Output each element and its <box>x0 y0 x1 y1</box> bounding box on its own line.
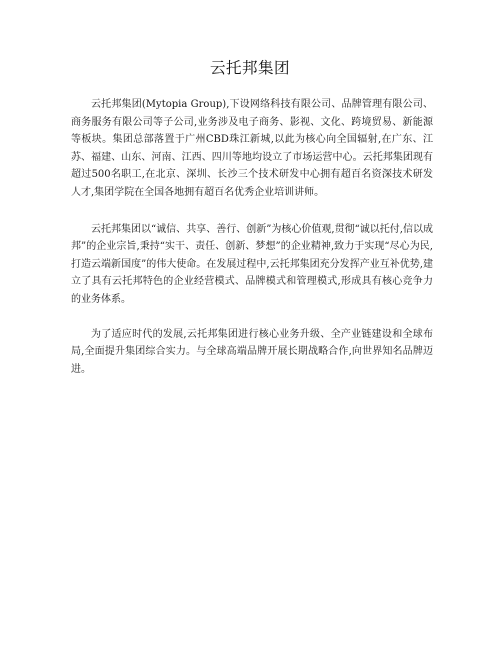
paragraph-strategy: 为了适应时代的发展,云托邦集团进行核心业务升级、全产业链建设和全球布局,全面提升集团综合实力。与全球高端品牌开展长期战略合作,向世界知名品牌迈进。 <box>71 328 433 375</box>
document-title: 云托邦集团 <box>209 59 290 77</box>
paragraph-values: 云托邦集团以“诚信、共享、善行、创新”为核心价值观,贯彻“诚以托付,信以成邦”的企业宗旨,秉持“实干、责任、创新、梦想”的企业精神,致力于实现“尽心为民,打造云端新国度”的伟大使命。在发展过程中,云托邦集团充分发挥产业互补优势,建立了具有云托邦特色的企业经营模式、品牌模式和管理模式,形成具有核心竞争力的业务体系。 <box>71 223 433 305</box>
paragraph-intro: 云托邦集团(Mytopia Group),下设网络科技有限公司、品牌管理有限公司、商务服务有限公司等子公司,业务涉及电子商务、影视、文化、跨境贸易、新能源等板块。集团总部落置于广州CBD珠江新城,以此为核心向全国辐射,在广东、江苏、福建、山东、河南、江西、四川等地均设立了市场运营中心。云托邦集团现有超过500名职工,在北京、深圳、长沙三个技术研发中心拥有超百名资深技术研发人才,集团学院在全国各地拥有超百名优秀企业培训讲师。 <box>71 99 433 198</box>
document-body <box>71 96 433 397</box>
